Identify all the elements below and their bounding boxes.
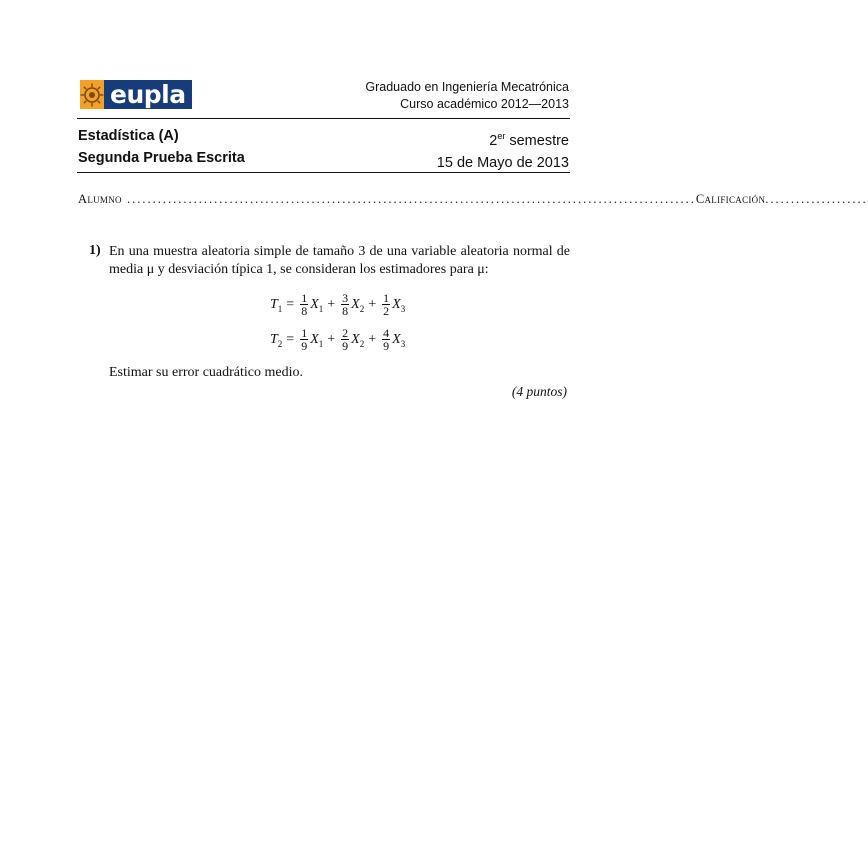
title-rule — [77, 172, 570, 173]
program-info — [365, 79, 569, 113]
course-year: Curso académico 2012—2013 — [400, 97, 569, 111]
grade-label: Calificación — [695, 192, 766, 206]
logo-wordmark: eupla — [104, 80, 192, 109]
program-name: Graduado en Ingeniería Mecatrónica — [365, 80, 569, 94]
header-rule — [77, 118, 570, 119]
student-fill-line — [78, 192, 868, 207]
student-name-blank[interactable]: ............................................................................................................... — [121, 192, 696, 206]
coef-frac: $\frac{3}{8}$ — [342, 291, 349, 318]
subject-title: Estadística (A) — [78, 128, 179, 144]
coef-frac: $\frac{2}{9}$ — [342, 326, 349, 353]
eupla-logo — [80, 80, 190, 109]
coef-frac: $\frac{1}{9}$ — [301, 326, 308, 353]
question-text: En una muestra aleatoria simple de tamaño 3 de una variable aleatoria normal de media μ y desviación típica 1, se consideran los estimadores para μ: — [109, 244, 570, 277]
coef-frac: $\frac{1}{2}$ — [383, 291, 390, 318]
estimator-t2: T 2 = $\frac{1}{9}$ X 1 + $\frac{2}{9}$ X 2 + $\frac{4}{9}$ X 3 — [270, 326, 406, 353]
coef-frac: $\frac{1}{8}$ — [301, 291, 308, 318]
exam-title-block — [78, 125, 245, 169]
exam-meta-block — [437, 125, 569, 174]
sun-emblem-icon — [80, 80, 104, 109]
exam-date: 15 de Mayo de 2013 — [436, 154, 569, 171]
question-instruction: Estimar su error cuadrático medio. — [109, 365, 303, 380]
semester: 2er semestre — [489, 131, 569, 149]
question-points: (4 puntos) — [511, 384, 567, 399]
student-label: Alumno — [78, 192, 122, 206]
estimator-t1: T 1 = $\frac{1}{8}$ X 1 + $\frac{3}{8}$ X 2 + $\frac{1}{2}$ X 3 — [270, 291, 406, 318]
question-number: 1) — [89, 243, 101, 258]
coef-frac: $\frac{4}{9}$ — [383, 326, 390, 353]
grade-blank[interactable]: .................... — [765, 192, 868, 206]
test-name: Segunda Prueba Escrita — [78, 150, 245, 166]
